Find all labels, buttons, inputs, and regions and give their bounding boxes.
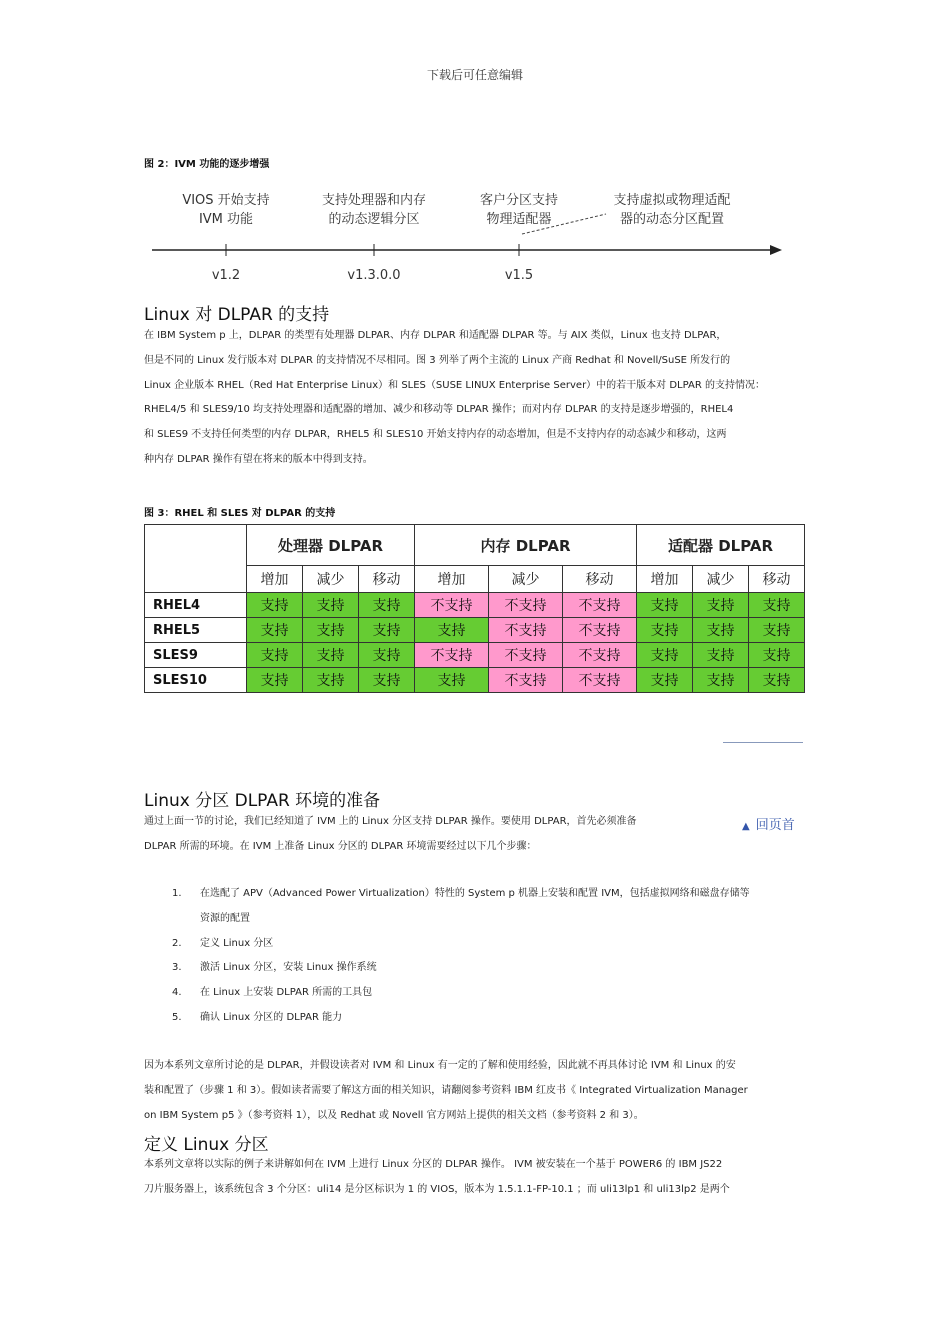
preparation-steps-list [144, 882, 750, 1031]
table-cell: 支持 [415, 668, 489, 693]
table-cell: 不支持 [563, 593, 637, 618]
subheader-cell: 减少 [489, 566, 563, 593]
section1-line: 和 SLES9 不支持任何类型的内存 DLPAR，RHEL5 和 SLES10 开始支持内存的动态增加，但是不支持内存的动态减少和移动，这两 [144, 429, 727, 441]
table-cell: 支持 [415, 618, 489, 643]
table-cell: 支持 [303, 618, 359, 643]
table-row [145, 618, 805, 643]
table-cell: 不支持 [489, 593, 563, 618]
step-text: 在 Linux 上安装 DLPAR 所需的工具包 [200, 987, 373, 999]
table-cell: 支持 [303, 593, 359, 618]
back-to-top-link[interactable] [742, 814, 795, 833]
section2-outro-line: on IBM System p5 》（参考资料 1），以及 Redhat 或 Novell 官方网站上提供的相关文档（参考资料 2 和 3）。 [144, 1109, 644, 1121]
dlpar-support-table [144, 524, 805, 693]
table-cell: 不支持 [415, 643, 489, 668]
milestone-3-line1: 客户分区支持 [479, 193, 559, 208]
back-to-top-label: 回页首 [755, 818, 795, 833]
table-cell: 不支持 [563, 643, 637, 668]
table-row [145, 643, 805, 668]
milestone-4-line1: 支持虚拟或物理适配 [613, 193, 731, 208]
section2-intro-line: 通过上面一节的讨论，我们已经知道了 IVM 上的 Linux 分区支持 DLPAR 操作。要使用 DLPAR，首先必须准备 [144, 816, 637, 827]
section1-line: 种内存 DLPAR 操作有望在将来的版本中得到支持。 [144, 453, 373, 465]
section-title-linux-dlpar-support: Linux 对 DLPAR 的支持 [144, 305, 330, 325]
table-cell: 支持 [303, 668, 359, 693]
subheader-cell: 增加 [637, 566, 693, 593]
row-header-cell: RHEL4 [145, 593, 247, 618]
step-number: 1. [172, 888, 182, 899]
step-text: 激活 Linux 分区，安装 Linux 操作系统 [200, 962, 377, 974]
table-cell: 支持 [637, 643, 693, 668]
step-number: 5. [172, 1011, 182, 1023]
milestone-3-version: v1.5 [504, 268, 534, 283]
table-cell: 支持 [247, 643, 303, 668]
table-cell: 不支持 [563, 618, 637, 643]
section3-body [144, 1153, 730, 1203]
subheader-cell: 增加 [415, 566, 489, 593]
section2-intro-line: DLPAR 所需的环境。在 IVM 上准备 Linux 分区的 DLPAR 环境需要经过以下几个步骤： [144, 840, 537, 852]
table-cell: 不支持 [415, 593, 489, 618]
section1-line: 但是不同的 Linux 发行版本对 DLPAR 的支持情况不尽相同。图 3 列举了两个主流的 Linux 产商 Redhat 和 Novell/SuSE 所发行的 [144, 354, 731, 366]
step-text-continued: 资源的配置 [200, 912, 250, 924]
milestone-2-line2: 的动态逻辑分区 [328, 212, 420, 227]
row-header-cell: RHEL5 [145, 618, 247, 643]
ivm-timeline-figure [144, 180, 794, 290]
step-number: 3. [172, 962, 182, 974]
milestone-1-version: v1.2 [211, 268, 241, 283]
table-cell: 支持 [749, 668, 805, 693]
timeline-svg [144, 180, 794, 290]
step-number: 4. [172, 987, 182, 999]
table-corner-cell [145, 525, 247, 593]
table-cell: 不支持 [563, 668, 637, 693]
section2-outro-line: 因为本系列文章所讨论的是 DLPAR，并假设读者对 IVM 和 Linux 有一定的了解和使用经验，因此就不再具体讨论 IVM 和 Linux 的安 [144, 1060, 736, 1071]
table-cell: 支持 [749, 643, 805, 668]
milestone-2-version: v1.3.0.0 [347, 268, 401, 283]
subheader-cell: 减少 [303, 566, 359, 593]
section2-outro-line: 装和配置了（步骤 1 和 3）。假如读者需要了解这方面的相关知识，请翻阅参考资料 IBM 红皮书《 Integrated Virtualization Manager [144, 1084, 748, 1096]
step-text: 定义 Linux 分区 [200, 937, 274, 949]
table-row [145, 668, 805, 693]
table-cell: 不支持 [489, 668, 563, 693]
list-item [144, 882, 750, 907]
table-cell: 支持 [637, 668, 693, 693]
section1-line: Linux 企业版本 RHEL（Red Hat Enterprise Linux）和 SLES（SUSE LINUX Enterprise Server）中的若干版本对 DLPAR 的支持情况： [144, 379, 765, 391]
subheader-cell: 移动 [563, 566, 637, 593]
up-arrow-icon: ▲ [742, 821, 750, 832]
timeline-arrow [770, 245, 782, 255]
step-text: 在选配了 APV（Advanced Power Virtualization）特性的 System p 机器上安装和配置 IVM，包括虚拟网络和磁盘存储等 [200, 888, 750, 899]
section-title-define-linux-partition: 定义 Linux 分区 [144, 1135, 269, 1155]
table-cell: 支持 [359, 593, 415, 618]
figure2-caption: 图 2：IVM 功能的逐步增强 [144, 159, 270, 170]
section2-outro [144, 1054, 748, 1128]
milestone-1-line1: VIOS 开始支持 [182, 193, 270, 208]
row-header-cell: SLES9 [145, 643, 247, 668]
list-item [144, 1006, 750, 1031]
table-cell: 支持 [637, 593, 693, 618]
figure3-caption: 图 3：RHEL 和 SLES 对 DLPAR 的支持 [144, 508, 336, 519]
table-cell: 支持 [749, 618, 805, 643]
table-cell: 支持 [693, 643, 749, 668]
section-divider [723, 742, 803, 743]
table-cell: 支持 [749, 593, 805, 618]
table-group-header-row [145, 525, 805, 566]
table-cell: 不支持 [489, 643, 563, 668]
table-cell: 支持 [359, 643, 415, 668]
table-cell: 支持 [693, 618, 749, 643]
table-cell: 支持 [359, 618, 415, 643]
table-cell: 支持 [693, 593, 749, 618]
section3-line: 刀片服务器上，该系统包含 3 个分区：uli14 是分区标识为 1 的 VIOS，版本为 1.5.1.1-FP-10.1 ；而 uli13lp1 和 uli13lp2 是两个 [144, 1183, 730, 1195]
list-item [144, 932, 750, 957]
table-cell: 不支持 [489, 618, 563, 643]
section1-line: RHEL4/5 和 SLES9/10 均支持处理器和适配器的增加、减少和移动等 DLPAR 操作；而对内存 DLPAR 的支持是逐步增强的，RHEL4 [144, 404, 734, 416]
section-title-dlpar-env-prep: Linux 分区 DLPAR 环境的准备 [144, 791, 381, 811]
section1-line: 在 IBM System p 上，DLPAR 的类型有处理器 DLPAR、内存 DLPAR 和适配器 DLPAR 等。与 AIX 类似，Linux 也支持 DLPAR， [144, 330, 727, 341]
milestone-1-line2: IVM 功能 [198, 212, 254, 227]
group-header-processor: 处理器 DLPAR [247, 525, 415, 566]
subheader-cell: 增加 [247, 566, 303, 593]
table-cell: 支持 [247, 618, 303, 643]
milestone-4-line2: 器的动态分区配置 [619, 212, 725, 227]
table-cell: 支持 [637, 618, 693, 643]
milestone-3-line2: 物理适配器 [486, 212, 552, 227]
list-item [144, 907, 750, 932]
list-item [144, 956, 750, 981]
table-cell: 支持 [303, 643, 359, 668]
section3-line: 本系列文章将以实际的例子来讲解如何在 IVM 上进行 Linux 分区的 DLPAR 操作。 IVM 被安装在一个基于 POWER6 的 IBM JS22 [144, 1159, 723, 1170]
table-row [145, 593, 805, 618]
list-item [144, 981, 750, 1006]
step-text: 确认 Linux 分区的 DLPAR 能力 [200, 1011, 343, 1023]
section2-intro [144, 810, 637, 860]
table-cell: 支持 [247, 593, 303, 618]
page-header: 下载后可任意编辑 [426, 68, 523, 82]
table-body [145, 593, 805, 693]
table-cell: 支持 [359, 668, 415, 693]
group-header-adapter: 适配器 DLPAR [637, 525, 805, 566]
table-cell: 支持 [693, 668, 749, 693]
subheader-cell: 减少 [693, 566, 749, 593]
table-cell: 支持 [247, 668, 303, 693]
step-number: 2. [172, 937, 182, 949]
row-header-cell: SLES10 [145, 668, 247, 693]
subheader-cell: 移动 [749, 566, 805, 593]
group-header-memory: 内存 DLPAR [415, 525, 637, 566]
milestone-2-line1: 支持处理器和内存 [321, 193, 427, 208]
subheader-cell: 移动 [359, 566, 415, 593]
section1-body [144, 324, 765, 473]
